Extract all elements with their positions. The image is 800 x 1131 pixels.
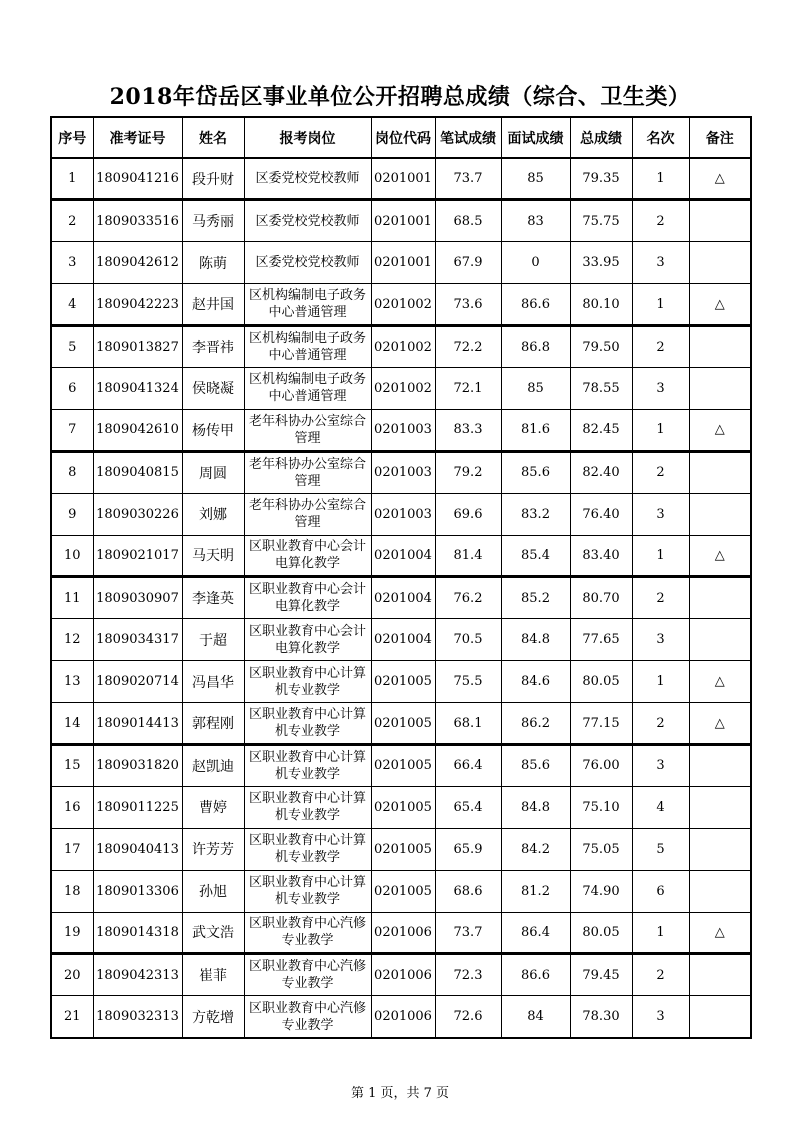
cell-seq: 2 (51, 200, 93, 242)
cell-note: △ (689, 535, 751, 577)
cell-interview-score: 84.8 (501, 786, 570, 828)
cell-post-code: 0201005 (371, 661, 435, 703)
cell-exam-id: 1809042313 (93, 954, 182, 996)
cell-written-score: 73.7 (435, 158, 501, 200)
table-row (51, 744, 751, 786)
cell-seq: 17 (51, 828, 93, 870)
cell-seq: 5 (51, 326, 93, 368)
cell-name: 郭程刚 (182, 703, 244, 745)
cell-total-score: 75.05 (570, 828, 632, 870)
cell-total-score: 78.30 (570, 996, 632, 1038)
cell-note: △ (689, 158, 751, 200)
cell-interview-score: 84.8 (501, 619, 570, 661)
cell-total-score: 82.45 (570, 409, 632, 451)
table-row (51, 284, 751, 326)
table-row (51, 535, 751, 577)
cell-interview-score: 85.2 (501, 577, 570, 619)
header-name: 姓名 (182, 117, 244, 158)
cell-exam-id: 1809034317 (93, 619, 182, 661)
document-title: 2018年岱岳区事业单位公开招聘总成绩（综合、卫生类） (109, 84, 691, 110)
cell-seq: 7 (51, 409, 93, 451)
cell-written-score: 73.6 (435, 284, 501, 326)
cell-name: 段升财 (182, 158, 244, 200)
table-row (51, 786, 751, 828)
cell-seq: 15 (51, 744, 93, 786)
cell-written-score: 72.1 (435, 367, 501, 409)
table-row (51, 158, 751, 200)
header-interview-score: 面试成绩 (501, 117, 570, 158)
cell-note (689, 744, 751, 786)
header-written-score: 笔试成绩 (435, 117, 501, 158)
table-row (51, 996, 751, 1038)
cell-written-score: 72.3 (435, 954, 501, 996)
cell-rank: 6 (632, 870, 689, 912)
header-post-code: 岗位代码 (371, 117, 435, 158)
cell-name: 于超 (182, 619, 244, 661)
cell-note (689, 870, 751, 912)
cell-rank: 1 (632, 661, 689, 703)
cell-post-code: 0201005 (371, 870, 435, 912)
cell-exam-id: 1809020714 (93, 661, 182, 703)
table-row (51, 619, 751, 661)
cell-seq: 18 (51, 870, 93, 912)
cell-post-code: 0201001 (371, 158, 435, 200)
cell-post-code: 0201003 (371, 451, 435, 493)
cell-name: 武文浩 (182, 912, 244, 954)
cell-post: 区职业教育中心会计电算化教学 (244, 535, 371, 577)
cell-note (689, 577, 751, 619)
cell-written-score: 68.1 (435, 703, 501, 745)
cell-total-score: 76.40 (570, 493, 632, 535)
cell-exam-id: 1809013306 (93, 870, 182, 912)
cell-rank: 1 (632, 284, 689, 326)
cell-note (689, 996, 751, 1038)
cell-total-score: 80.05 (570, 912, 632, 954)
cell-total-score: 77.65 (570, 619, 632, 661)
cell-name: 陈萌 (182, 242, 244, 284)
header-exam-id: 准考证号 (93, 117, 182, 158)
cell-post-code: 0201005 (371, 828, 435, 870)
cell-rank: 4 (632, 786, 689, 828)
cell-post-code: 0201001 (371, 200, 435, 242)
cell-name: 周圆 (182, 451, 244, 493)
page-footer: 第 1 页，共 7 页 (350, 1086, 450, 1101)
cell-exam-id: 1809040815 (93, 451, 182, 493)
table-row (51, 828, 751, 870)
cell-written-score: 72.2 (435, 326, 501, 368)
cell-total-score: 33.95 (570, 242, 632, 284)
cell-rank: 2 (632, 326, 689, 368)
cell-post: 老年科协办公室综合管理 (244, 493, 371, 535)
cell-note (689, 619, 751, 661)
cell-name: 曹婷 (182, 786, 244, 828)
cell-written-score: 79.2 (435, 451, 501, 493)
cell-interview-score: 84.2 (501, 828, 570, 870)
cell-post: 区职业教育中心计算机专业教学 (244, 870, 371, 912)
cell-interview-score: 85.4 (501, 535, 570, 577)
cell-seq: 6 (51, 367, 93, 409)
cell-seq: 11 (51, 577, 93, 619)
cell-total-score: 82.40 (570, 451, 632, 493)
cell-post: 区职业教育中心汽修专业教学 (244, 996, 371, 1038)
cell-total-score: 75.75 (570, 200, 632, 242)
cell-name: 马天明 (182, 535, 244, 577)
table-row (51, 870, 751, 912)
cell-seq: 16 (51, 786, 93, 828)
cell-interview-score: 85.6 (501, 451, 570, 493)
cell-rank: 2 (632, 200, 689, 242)
cell-name: 许芳芳 (182, 828, 244, 870)
cell-exam-id: 1809030226 (93, 493, 182, 535)
cell-post-code: 0201006 (371, 996, 435, 1038)
cell-post-code: 0201004 (371, 535, 435, 577)
cell-rank: 2 (632, 451, 689, 493)
cell-note: △ (689, 284, 751, 326)
cell-interview-score: 81.6 (501, 409, 570, 451)
cell-seq: 9 (51, 493, 93, 535)
cell-total-score: 74.90 (570, 870, 632, 912)
cell-note: △ (689, 703, 751, 745)
cell-post: 老年科协办公室综合管理 (244, 451, 371, 493)
cell-note: △ (689, 409, 751, 451)
cell-post-code: 0201004 (371, 577, 435, 619)
cell-exam-id: 1809042612 (93, 242, 182, 284)
cell-post-code: 0201005 (371, 786, 435, 828)
cell-name: 崔菲 (182, 954, 244, 996)
cell-written-score: 68.6 (435, 870, 501, 912)
cell-interview-score: 86.2 (501, 703, 570, 745)
cell-exam-id: 1809021017 (93, 535, 182, 577)
cell-written-score: 83.3 (435, 409, 501, 451)
table-row (51, 409, 751, 451)
header-total-score: 总成绩 (570, 117, 632, 158)
table-row (51, 367, 751, 409)
cell-note (689, 326, 751, 368)
cell-name: 赵井国 (182, 284, 244, 326)
cell-post: 区职业教育中心计算机专业教学 (244, 661, 371, 703)
cell-note (689, 242, 751, 284)
cell-seq: 21 (51, 996, 93, 1038)
cell-exam-id: 1809030907 (93, 577, 182, 619)
cell-post-code: 0201002 (371, 284, 435, 326)
cell-interview-score: 85 (501, 158, 570, 200)
cell-post-code: 0201001 (371, 242, 435, 284)
cell-post-code: 0201005 (371, 703, 435, 745)
cell-written-score: 76.2 (435, 577, 501, 619)
cell-rank: 1 (632, 535, 689, 577)
cell-exam-id: 1809042223 (93, 284, 182, 326)
results-table (50, 116, 752, 1039)
cell-post: 区职业教育中心汽修专业教学 (244, 912, 371, 954)
cell-interview-score: 86.4 (501, 912, 570, 954)
table-row (51, 242, 751, 284)
cell-interview-score: 84.6 (501, 661, 570, 703)
cell-name: 赵凯迪 (182, 744, 244, 786)
cell-rank: 3 (632, 744, 689, 786)
header-note: 备注 (689, 117, 751, 158)
cell-total-score: 76.00 (570, 744, 632, 786)
cell-post: 区委党校党校教师 (244, 242, 371, 284)
cell-post-code: 0201005 (371, 744, 435, 786)
cell-exam-id: 1809032313 (93, 996, 182, 1038)
table-row (51, 200, 751, 242)
cell-rank: 5 (632, 828, 689, 870)
cell-post-code: 0201006 (371, 954, 435, 996)
cell-seq: 13 (51, 661, 93, 703)
table-row (51, 703, 751, 745)
cell-total-score: 79.45 (570, 954, 632, 996)
cell-interview-score: 86.6 (501, 284, 570, 326)
cell-interview-score: 83.2 (501, 493, 570, 535)
cell-interview-score: 86.6 (501, 954, 570, 996)
cell-name: 杨传甲 (182, 409, 244, 451)
cell-post-code: 0201002 (371, 367, 435, 409)
cell-exam-id: 1809031820 (93, 744, 182, 786)
cell-seq: 4 (51, 284, 93, 326)
cell-rank: 1 (632, 409, 689, 451)
cell-rank: 2 (632, 954, 689, 996)
cell-written-score: 68.5 (435, 200, 501, 242)
cell-post: 区职业教育中心计算机专业教学 (244, 744, 371, 786)
cell-post: 区职业教育中心汽修专业教学 (244, 954, 371, 996)
cell-interview-score: 0 (501, 242, 570, 284)
cell-post-code: 0201002 (371, 326, 435, 368)
cell-total-score: 77.15 (570, 703, 632, 745)
cell-note (689, 451, 751, 493)
cell-written-score: 69.6 (435, 493, 501, 535)
cell-exam-id: 1809011225 (93, 786, 182, 828)
cell-total-score: 75.10 (570, 786, 632, 828)
cell-exam-id: 1809040413 (93, 828, 182, 870)
header-rank: 名次 (632, 117, 689, 158)
cell-interview-score: 85 (501, 367, 570, 409)
cell-rank: 3 (632, 996, 689, 1038)
cell-post-code: 0201003 (371, 493, 435, 535)
cell-total-score: 83.40 (570, 535, 632, 577)
cell-post: 区职业教育中心计算机专业教学 (244, 703, 371, 745)
cell-seq: 14 (51, 703, 93, 745)
table-row (51, 912, 751, 954)
cell-rank: 2 (632, 577, 689, 619)
cell-name: 侯晓凝 (182, 367, 244, 409)
cell-seq: 19 (51, 912, 93, 954)
cell-post: 区职业教育中心计算机专业教学 (244, 786, 371, 828)
cell-interview-score: 81.2 (501, 870, 570, 912)
cell-total-score: 78.55 (570, 367, 632, 409)
cell-interview-score: 84 (501, 996, 570, 1038)
cell-written-score: 65.4 (435, 786, 501, 828)
cell-exam-id: 1809014413 (93, 703, 182, 745)
cell-note (689, 828, 751, 870)
cell-written-score: 67.9 (435, 242, 501, 284)
cell-rank: 3 (632, 367, 689, 409)
cell-note (689, 200, 751, 242)
cell-post: 区职业教育中心会计电算化教学 (244, 619, 371, 661)
table-row (51, 661, 751, 703)
cell-interview-score: 86.8 (501, 326, 570, 368)
table-row (51, 577, 751, 619)
cell-post-code: 0201006 (371, 912, 435, 954)
cell-exam-id: 1809013827 (93, 326, 182, 368)
cell-exam-id: 1809041324 (93, 367, 182, 409)
cell-post: 区机构编制电子政务中心普通管理 (244, 367, 371, 409)
cell-note: △ (689, 912, 751, 954)
cell-total-score: 80.10 (570, 284, 632, 326)
cell-name: 马秀丽 (182, 200, 244, 242)
cell-name: 孙旭 (182, 870, 244, 912)
cell-written-score: 72.6 (435, 996, 501, 1038)
header-post: 报考岗位 (244, 117, 371, 158)
cell-exam-id: 1809042610 (93, 409, 182, 451)
cell-rank: 1 (632, 912, 689, 954)
cell-rank: 2 (632, 703, 689, 745)
cell-post-code: 0201004 (371, 619, 435, 661)
cell-name: 冯昌华 (182, 661, 244, 703)
cell-exam-id: 1809014318 (93, 912, 182, 954)
cell-post: 老年科协办公室综合管理 (244, 409, 371, 451)
cell-post: 区职业教育中心计算机专业教学 (244, 828, 371, 870)
cell-interview-score: 83 (501, 200, 570, 242)
cell-exam-id: 1809033516 (93, 200, 182, 242)
cell-name: 李晋祎 (182, 326, 244, 368)
cell-seq: 3 (51, 242, 93, 284)
cell-post: 区机构编制电子政务中心普通管理 (244, 326, 371, 368)
cell-post: 区职业教育中心会计电算化教学 (244, 577, 371, 619)
cell-written-score: 73.7 (435, 912, 501, 954)
cell-note (689, 954, 751, 996)
header-row (51, 117, 751, 158)
cell-total-score: 80.70 (570, 577, 632, 619)
cell-written-score: 81.4 (435, 535, 501, 577)
cell-note (689, 493, 751, 535)
cell-total-score: 79.35 (570, 158, 632, 200)
cell-post-code: 0201003 (371, 409, 435, 451)
cell-post: 区机构编制电子政务中心普通管理 (244, 284, 371, 326)
table-row (51, 451, 751, 493)
cell-written-score: 66.4 (435, 744, 501, 786)
cell-seq: 20 (51, 954, 93, 996)
cell-total-score: 79.50 (570, 326, 632, 368)
cell-note (689, 786, 751, 828)
cell-name: 刘娜 (182, 493, 244, 535)
cell-rank: 3 (632, 619, 689, 661)
cell-post: 区委党校党校教师 (244, 200, 371, 242)
cell-name: 方乾增 (182, 996, 244, 1038)
cell-seq: 10 (51, 535, 93, 577)
cell-seq: 8 (51, 451, 93, 493)
table-row (51, 493, 751, 535)
cell-written-score: 70.5 (435, 619, 501, 661)
cell-written-score: 65.9 (435, 828, 501, 870)
cell-written-score: 75.5 (435, 661, 501, 703)
cell-seq: 1 (51, 158, 93, 200)
cell-note (689, 367, 751, 409)
cell-note: △ (689, 661, 751, 703)
cell-interview-score: 85.6 (501, 744, 570, 786)
table-row (51, 954, 751, 996)
cell-exam-id: 1809041216 (93, 158, 182, 200)
cell-name: 李逢英 (182, 577, 244, 619)
cell-total-score: 80.05 (570, 661, 632, 703)
cell-rank: 1 (632, 158, 689, 200)
cell-rank: 3 (632, 242, 689, 284)
header-seq: 序号 (51, 117, 93, 158)
table-row (51, 326, 751, 368)
cell-post: 区委党校党校教师 (244, 158, 371, 200)
cell-rank: 3 (632, 493, 689, 535)
cell-seq: 12 (51, 619, 93, 661)
